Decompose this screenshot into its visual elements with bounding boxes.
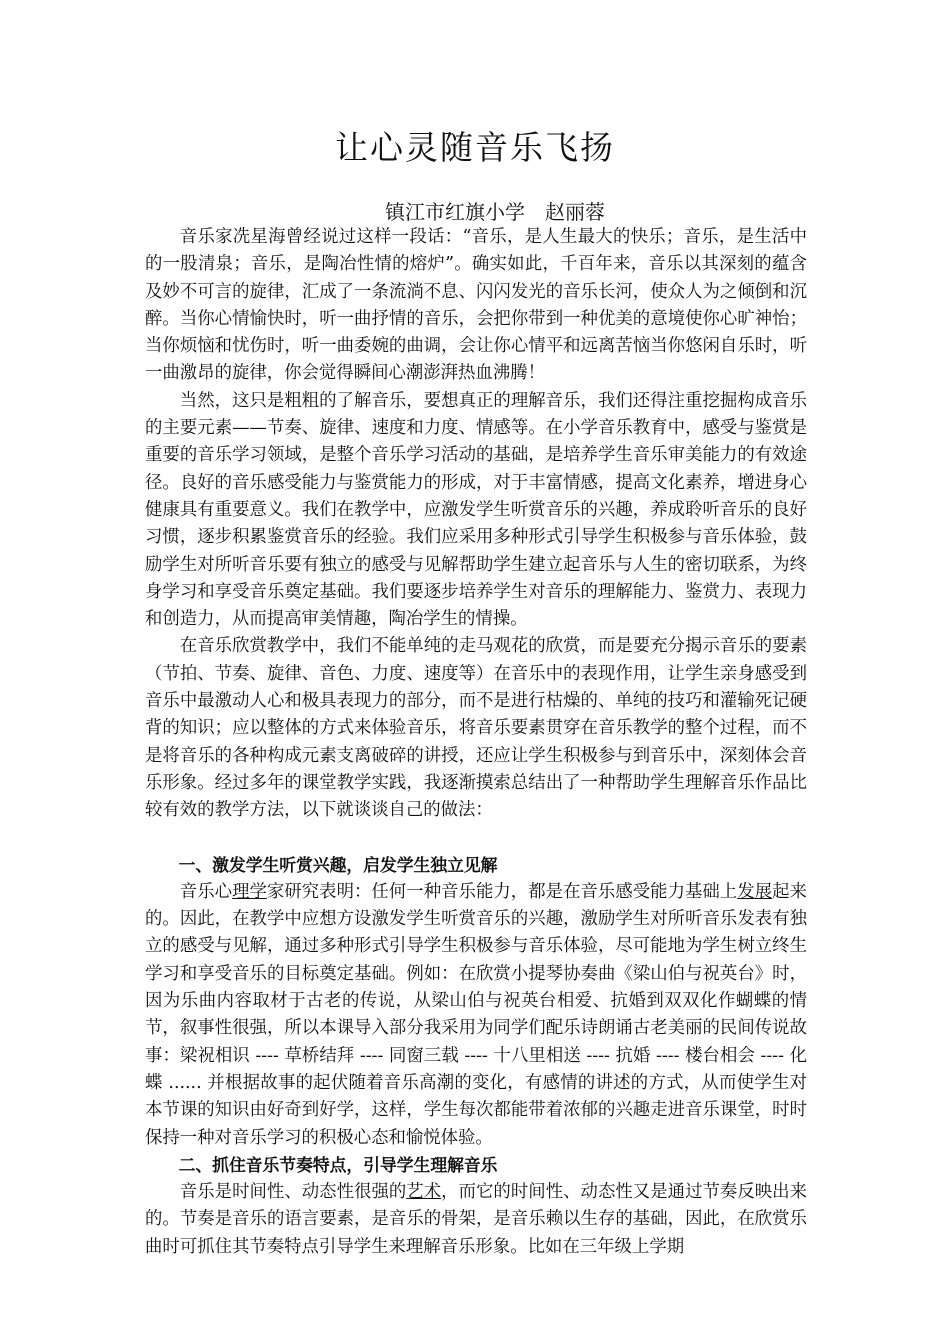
text-run: 音乐心 xyxy=(179,881,233,902)
paragraph-elements: 当然，这只是粗粗的了解音乐，要想真正的理解音乐，我们还得注重挖掘构成音乐的主要元素——节奏、旋律、速度和力度、情感等。在小学音乐教育中，感受与鉴赏是重要的音乐学习领域，是整个音乐学习活动的基础，是培养学生音乐审美能力的有效途径。良好的音乐感受能力与鉴赏能力的形成，对于丰富情感，提高文化素养，增进身心健康具有重要意义。我们在教学中，应激发学生听赏音乐的兴趣，养成聆听音乐的良好习惯，逐步积累鉴赏音乐的经验。我们应采用多种形式引导学生积极参与音乐体验，鼓励学生对所听音乐要有独立的感受与见解帮助学生建立起音乐与人生的密切联系，为终身学习和享受音乐奠定基础。我们要逐步培养学生对音乐的理解能力、鉴赏力、表现力和创造力，从而提高审美情趣，陶冶学生的情操。 xyxy=(145,390,807,630)
document-title: 让心灵随音乐飞扬 xyxy=(335,128,615,167)
text-run: ，而它的时间性、动态性又是通过节奏反映出来的。节奏是音乐的语言要素，是音乐的骨架，是音乐赖以生存的基础，因此，在欣赏乐曲时可抓住其节奏特点引导学生来理解音乐形象。比如在三年级上学期 xyxy=(145,1182,807,1257)
paragraph-method: 在音乐欣赏教学中，我们不能单纯的走马观花的欣赏，而是要充分揭示音乐的要素（节拍、节奏、旋律、音色、力度、速度等）在音乐中的表现作用，让学生亲身感受到音乐中最激动人心和极具表现力的部分，而不是进行枯燥的、单纯的技巧和灌输死记硬背的知识；应以整体的方式来体验音乐，将音乐要素贯穿在音乐教学的整个过程，而不是将音乐的各种构成元素支离破碎的讲授，还应让学生积极参与到音乐中，深刻体会音乐形象。经过多年的课堂教学实践，我逐渐摸索总结出了一种帮助学生理解音乐作品比较有效的教学方法，以下就谈谈自己的做法： xyxy=(145,636,807,821)
author-line: 镇江市红旗小学 赵丽蓉 xyxy=(385,200,605,224)
link-psychology[interactable]: 理学 xyxy=(232,881,267,902)
text-run: 起来的。因此，在教学中应想方设激发学生听赏音乐的兴趣，激励学生对所听音乐发表有独立的感受与见解，通过多种形式引导学生积极参与音乐体验，尽可能地为学生树立终生学习和享受音乐的目标奠定基础。例如：在欣赏小提琴协奏曲《梁山伯与祝英台》时，因为乐曲内容取材于古老的传说，从梁山伯与祝英台相爱、抗婚到双双化作蝴蝶的情节，叙事性很强，所以本课导入部分我采用为同学们配乐诗朗诵古老美丽的民间传说故事：梁祝相识 ---- 草桥结拜 ---- 同窗三载 ---- 十八里相送 ---- 抗婚 ---- 楼台相会 ---- 化蝶 ...... 并根据故事的起伏随着音乐高潮的变化，有感情的讲述的方式，从而使学生对本节课的知识由好奇到好学，这样，学生每次都能带着浓郁的兴趣走进音乐课堂，时时保持一种对音乐学习的积极心态和愉悦体验。 xyxy=(145,881,807,1148)
link-development[interactable]: 发展 xyxy=(737,881,773,902)
document-body xyxy=(145,224,807,1261)
text-run: 家研究表明：任何一种音乐能力，都是在音乐感受能力基础上 xyxy=(266,881,738,902)
text-run: 音乐是时间性、动态性很强的 xyxy=(179,1182,407,1203)
paragraph-section-2 xyxy=(145,1179,807,1261)
paragraph-intro: 音乐家冼星海曾经说过这样一段话：“音乐，是人生最大的快乐；音乐，是生活中的一股清泉；音乐，是陶冶性情的熔炉”。确实如此，千百年来，音乐以其深刻的蕴含及妙不可言的旋律，汇成了一条流淌不息、闪闪发光的音乐长河，使众人为之倾倒和沉醉。当你心情愉快时，听一曲抒情的音乐，会把你带到一种优美的意境使你心旷神怡；当你烦恼和忧伤时，听一曲委婉的曲调，会让你心情平和远离苦恼当你悠闲自乐时，听一曲激昂的旋律，你会觉得瞬间心潮澎湃热血沸腾！ xyxy=(145,227,807,384)
section-heading-1: 一、激发学生听赏兴趣，启发学生独立见解 xyxy=(178,854,498,875)
section-heading-2: 二、抓住音乐节奏特点，引导学生理解音乐 xyxy=(178,1154,498,1175)
link-art[interactable]: 艺术 xyxy=(406,1182,442,1203)
section-gap xyxy=(145,825,807,852)
paragraph-section-1 xyxy=(145,879,807,1152)
